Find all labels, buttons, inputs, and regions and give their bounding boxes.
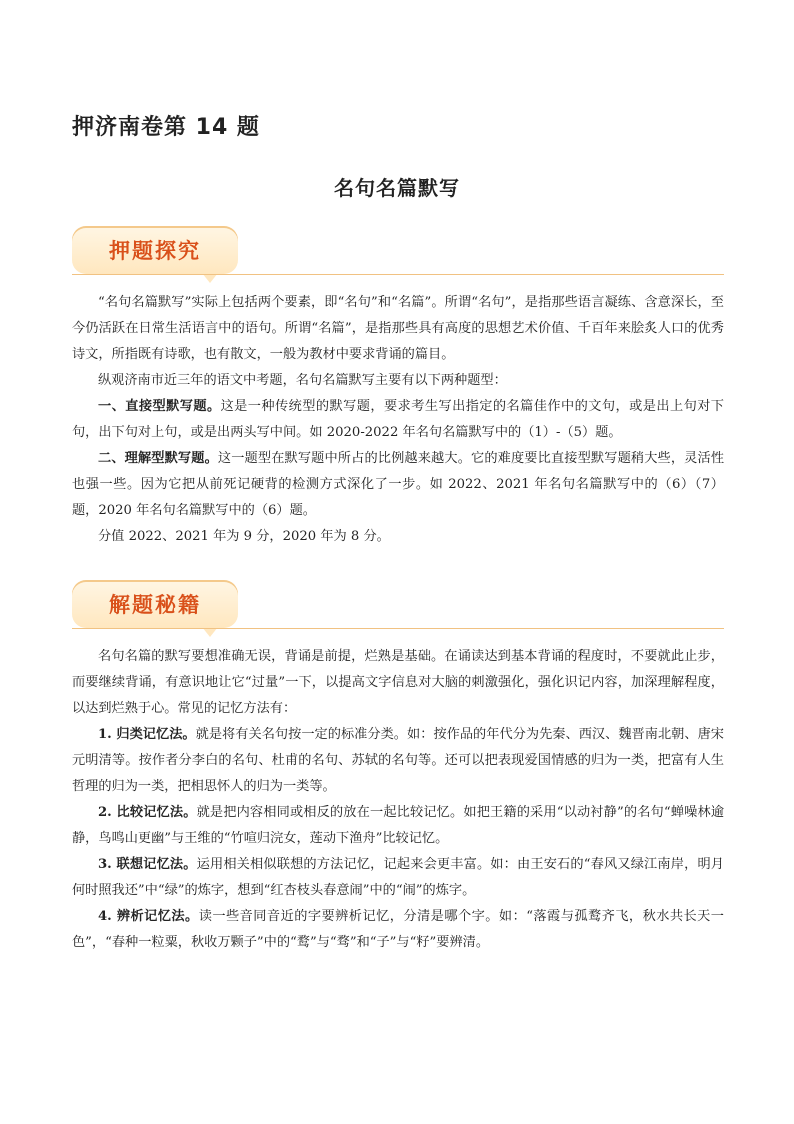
intro-paragraph: 名句名篇的默写要想准确无误，背诵是前提，烂熟是基础。在诵读达到基本背诵的程度时，不要就此止步，而要继续背诵，有意识地让它“过量”一下，以提高文字信息对大脑的刺激强化，强化识记内容，加深理解程度，以达到烂熟于心。常见的记忆方法有： (72, 649, 724, 716)
page-title: 名句名篇默写 (334, 176, 460, 200)
method-paragraph (72, 852, 724, 904)
type-2-paragraph (72, 446, 724, 524)
header-title: 押济南卷第 14 题 (72, 115, 260, 140)
paragraph: 纵观济南市近三年的语文中考题，名句名篇默写主要有以下两种题型： (98, 373, 507, 388)
method-head: 1. 归类记忆法。 (98, 727, 196, 742)
method-head: 2. 比较记忆法。 (98, 805, 197, 820)
section-badge-exploration (72, 226, 238, 274)
score-paragraph: 分值 2022、2021 年为 9 分，2020 年为 8 分。 (98, 529, 390, 544)
type-2-head: 二、理解型默写题。 (98, 451, 218, 466)
method-head: 4. 辨析记忆法。 (98, 909, 199, 924)
section-badge-label: 解题秘籍 (109, 593, 201, 617)
section-exploration-content (72, 290, 724, 550)
method-paragraph (72, 800, 724, 852)
method-paragraph (72, 904, 724, 956)
type-1-paragraph (72, 394, 724, 446)
method-body: 运用相关相似联想的方法记忆，记起来会更丰富。如：由王安石的“春风又绿江南岸，明月何时照我还”中“绿”的炼字，想到“红杏枝头春意闹”中的“闹”的炼字。 (72, 857, 724, 898)
section-tips-content (72, 644, 724, 956)
paragraph: “名句名篇默写”实际上包括两个要素，即“名句”和“名篇”。所谓“名句”，是指那些语言凝练、含意深长，至今仍活跃在日常生活语言中的语句。所谓“名篇”，是指那些具有高度的思想艺术价值、千百年来脍炙人口的优秀诗文，所指既有诗歌，也有散文，一般为教材中要求背诵的篇目。 (72, 295, 724, 362)
method-body: 就是将有关名句按一定的标准分类。如：按作品的年代分为先秦、西汉、魏晋南北朝、唐宋元明清等。按作者分李白的名句、杜甫的名句、苏轼的名句等。还可以把表现爱国情感的归为一类，把富有人生哲理的归为一类，把相思怀人的归为一类等。 (72, 727, 724, 794)
type-1-body: 这是一种传统型的默写题，要求考生写出指定的名篇佳作中的文句，或是出上句对下句，出下句对上句，或是出两头写中间。如 2020-2022 年名句名篇默写中的（1）-（5）题。 (72, 399, 724, 440)
method-paragraph (72, 722, 724, 800)
method-body: 读一些音同音近的字要辨析记忆，分清是哪个字。如：“落霞与孤鹜齐飞，秋水共长天一色”，“春种一粒粟，秋收万颗子”中的“鹜”与“骛”和“子”与“籽”要辨清。 (72, 909, 724, 950)
section-divider (72, 274, 724, 275)
section-badge-label: 押题探究 (109, 239, 201, 263)
method-head: 3. 联想记忆法。 (98, 857, 197, 872)
section-badge-tips (72, 580, 238, 628)
section-divider (72, 628, 724, 629)
type-1-head: 一、直接型默写题。 (98, 399, 221, 414)
type-2-body: 这一题型在默写题中所占的比例越来越大。它的难度要比直接型默写题稍大些，灵活性也强一些。因为它把从前死记硬背的检测方式深化了一步。如 2022、2021 年名句名篇默写中的（6）（7）题，2020 年名句名篇默写中的（6）题。 (72, 451, 725, 518)
method-body: 就是把内容相同或相反的放在一起比较记忆。如把王籍的采用“以动衬静”的名句“蝉噪林逾静，鸟鸣山更幽”与王维的“竹喧归浣女，莲动下渔舟”比较记忆。 (72, 805, 725, 846)
